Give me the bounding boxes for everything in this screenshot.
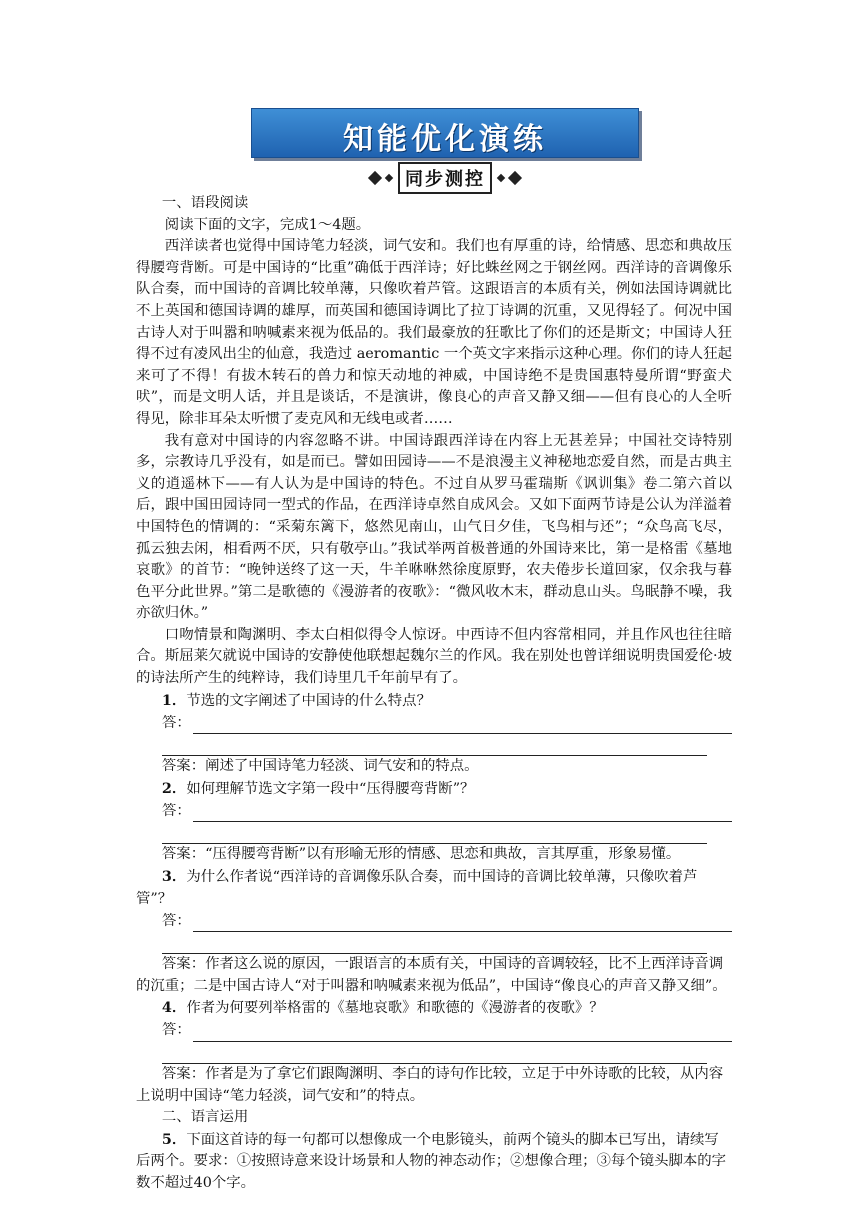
passage-paragraph: 口吻情景和陶渊明、李太白相似得令人惊讶。中西诗不但内容常相同，并且作风也往往暗合。斯屈莱欠就说中国诗的安静使他联想起魏尔兰的作风。我在别处也曾详细说明贵国爱伦·坡的诗法所产生的纯粹诗，我们诗里几千年前早有了。 — [136, 626, 732, 687]
subtitle: 同步测控 — [398, 162, 492, 194]
question-text: 作者为何要列举格雷的《墓地哀歌》和歌德的《漫游者的夜歌》？ — [186, 1000, 604, 1017]
answer-text: 答案：“压得腰弯背断”以有形喻无形的情感、思恋和典故，言其厚重，形象易懂。 — [161, 846, 681, 863]
section-heading: 一、语段阅读 — [161, 195, 249, 211]
answer-text: 答案：作者是为了拿它们跟陶渊明、李白的诗句作比较，立足于中外诗歌的比较，从内容上说明中国诗“笔力轻淡，词气安和”的特点。 — [136, 1066, 724, 1104]
answer-prompt: 答： — [162, 802, 191, 819]
small-diamond-icon — [385, 174, 393, 182]
section-heading: 二、语言运用 — [161, 1109, 249, 1126]
document-body — [136, 193, 732, 1195]
answer-blank[interactable] — [162, 822, 707, 844]
question-text: 如何理解节选文字第一段中“压得腰弯背断”？ — [186, 780, 475, 797]
answer-blank[interactable] — [162, 932, 707, 954]
answer-blank[interactable] — [162, 734, 707, 756]
answer-line[interactable] — [136, 910, 732, 932]
question-number: 4． — [161, 999, 187, 1017]
subtitle-bar — [355, 163, 535, 193]
question — [136, 778, 732, 801]
question — [136, 997, 732, 1020]
question — [136, 866, 732, 910]
passage-paragraph: 西洋读者也觉得中国诗笔力轻淡，词气安和。我们也有厚重的诗，给情感、思恋和典故压得腰弯背断。可是中国诗的“比重”确低于西洋诗；好比蛛丝网之于钢丝网。西洋诗的音调像乐队合奏，而中国诗的音调比较单薄，只像吹着芦管。这跟语言的本质有关，例如法国诗调就比不上英国和德国诗调的雄厚，而英国和德国诗调比了拉丁诗调的沉重，又见得轻了。何况中国古诗人对于叫嚣和呐喊素来视为低品的。我们最豪放的狂歌比了你们的还是斯文；中国诗人狂得不过有凌风出尘的仙意，我造过 aeromantic 一个英文字来指示这种心理。你们的诗人狂起来可了不得！有拔木转石的兽力和惊天动地的神威，中国诗绝不是贵国惠特曼所谓“野蛮犬吠”，而是文明人话，并且是谈话，不是演讲，像良心的声音又静又细——但有良心的人全听得见，除非耳朵太听惯了麦克风和无线电或者…… — [136, 238, 732, 427]
passage-paragraph: 我有意对中国诗的内容忽略不讲。中国诗跟西洋诗在内容上无甚差异；中国社交诗特别多，宗教诗几乎没有，如是而已。譬如田园诗——不是浪漫主义神秘地恋爱自然，而是古典主义的逍遥林下——有人认为是中国诗的特色。不过自从罗马霍瑞斯《讽训集》卷二第六首以后，跟中国田园诗同一型式的作品，在西洋诗卓然自成风会。又如下面两节诗是公认为洋溢着中国特色的情调的：“采菊东篱下，悠然见南山，山气日夕佳，飞鸟相与还”；“众鸟高飞尽，孤云独去闲，相看两不厌，只有敬亭山。”我试举两首极普通的外国诗来比，第一是格雷《墓地哀歌》的首节：“晚钟送终了这一天，牛羊咻咻然徐度原野，农夫倦步长道回家，仅余我与暮色平分此世界。”第二是歌德的《漫游者的夜歌》：“微风收木末，群动息山头。鸟眠静不噪，我亦欲归休。” — [136, 432, 732, 622]
answer-prompt: 答： — [162, 714, 191, 731]
title-banner — [251, 108, 639, 158]
answer-line[interactable] — [136, 712, 732, 734]
small-diamond-icon — [497, 174, 505, 182]
answer-text: 答案：阐述了中国诗笔力轻淡、词气安和的特点。 — [161, 758, 479, 775]
diamond-icon — [508, 171, 522, 185]
diamond-icon — [368, 171, 382, 185]
question-text: 为什么作者说“西洋诗的音调像乐队合奏，而中国诗的音调比较单薄，只像吹着芦管”？ — [136, 869, 698, 907]
question-number: 2． — [161, 779, 187, 797]
answer-blank[interactable] — [162, 1042, 707, 1064]
answer-line[interactable] — [136, 800, 732, 822]
answer-prompt: 答： — [162, 912, 191, 929]
question-text: 下面这首诗的每一句都可以想像成一个电影镜头，前两个镜头的脚本已写出，请续写后两个。要求：①按照诗意来设计场景和人物的神态动作；②想像合理；③每个镜头脚本的字数不超过40个字。 — [136, 1131, 727, 1191]
question-number: 3． — [161, 868, 187, 886]
banner-title: 知能优化演练 — [343, 122, 547, 157]
answer-prompt: 答： — [162, 1022, 191, 1039]
answer-text: 答案：作者这么说的原因，一跟语言的本质有关，中国诗的音调较轻，比不上西洋诗音调的沉重；二是中国古诗人“对于叫嚣和呐喊素来视为低品”，中国诗“像良心的声音又静又细”。 — [136, 956, 727, 994]
question-text: 节选的文字阐述了中国诗的什么特点？ — [186, 692, 431, 709]
question — [136, 1129, 732, 1195]
answer-line[interactable] — [136, 1020, 732, 1042]
question — [136, 690, 732, 713]
instruction: 阅读下面的文字，完成1～4题。 — [164, 216, 371, 233]
question-number: 5． — [161, 1130, 187, 1148]
question-number: 1． — [161, 691, 187, 709]
